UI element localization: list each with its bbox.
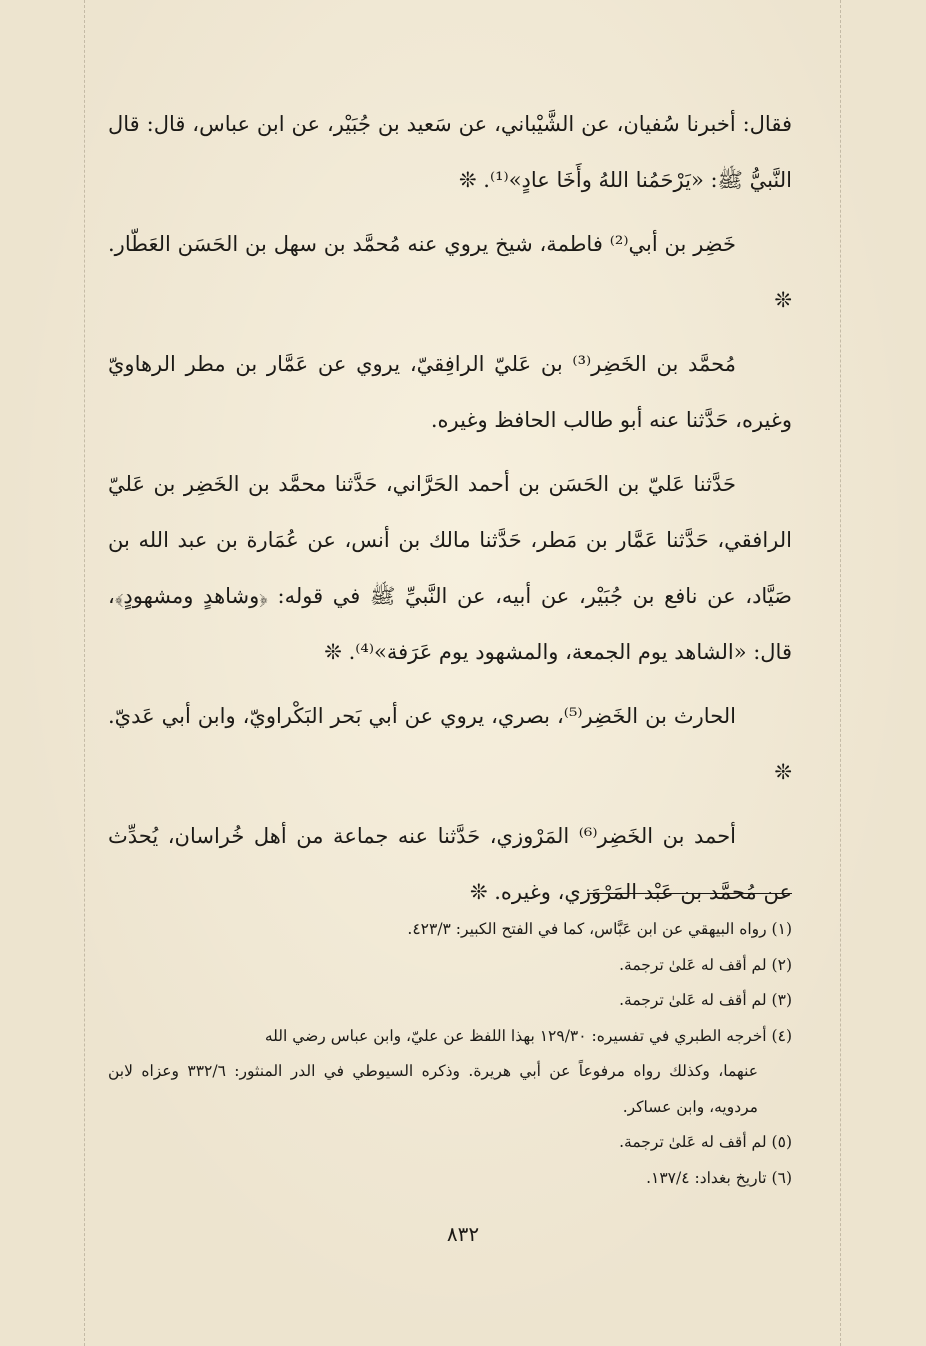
footnote-text: لم أقف له عَلىٰ ترجمة. <box>619 991 767 1009</box>
footnote-number: (١) <box>771 920 792 938</box>
entry-al-harith-ibn-al-khadir: الحارث بن الخَضِر⁽⁵⁾، بصري، يروي عن أبي بَحر البَكْراويّ، وابن أبي عَديّ. ❊ <box>108 704 792 784</box>
footnote-number: (٣) <box>771 991 792 1009</box>
footnote-number: (٦) <box>771 1168 792 1187</box>
page-number: ٨٣٢ <box>446 1222 480 1246</box>
entry-ahmad-ibn-al-khadir: أحمد بن الخَضِر⁽⁶⁾ المَرْوزي، حَدَّثنا عنه جماعة من أهل خُراسان، يُحدِّث عن مُحمَّد بن عَبْد المَرْوَزي، وغيره. ❊ <box>108 824 792 904</box>
footnote-item <box>108 948 792 984</box>
entry-hadith-chain: حَدَّثنا عَليّ بن الحَسَن بن أحمد الحَرَّاني، حَدَّثنا محمَّد بن الخَضِر بن عَليّ الرافقي، حَدَّثنا عَمَّار بن مَطر، حَدَّثنا مالك بن أنس، عن عُمَارة بن عبد الله بن صَيَّاد، عن نافع بن جُبَيْر، عن أبيه، عن النَّبيِّ ﷺ في قوله: ﴿وشاهدٍ ومشهودٍ﴾، قال: «الشاهد يوم الجمعة، والمشهود يوم عَرَفة»⁽⁴⁾. ❊ <box>108 472 792 664</box>
footnote-continuation: عنهما، وكذلك رواه مرفوعاً عن أبي هريرة. وذكره السيوطي في الدر المنثور: ٣٣٢/٦ وعزاه لابن مردويه، وابن عساكر. <box>108 1062 758 1116</box>
footnote-item <box>108 983 792 1019</box>
footnote-item <box>108 1161 792 1197</box>
footnotes <box>108 912 792 1196</box>
main-text <box>108 96 792 928</box>
fold-line-left <box>84 0 85 1346</box>
footnote-text: لم أقف له عَلىٰ ترجمة. <box>619 955 767 974</box>
footnote-item <box>108 1019 792 1126</box>
footnote-number: (٢) <box>771 955 792 974</box>
footnote-separator <box>587 893 792 894</box>
footnote-item <box>108 1125 792 1161</box>
footnote-number: (٤) <box>771 1026 792 1045</box>
footnote-text: تاريخ بغداد: ١٣٧/٤. <box>646 1168 767 1187</box>
entry-sufyan-hadith: فقال: أخبرنا سُفيان، عن الشَّيْباني، عن سَعيد بن جُبَيْر، عن ابن عباس، قال: قال النَّبيُّ ﷺ: «يَرْحَمُنا اللهُ وأَخَا عادٍ»⁽¹⁾. ❊ <box>108 112 792 192</box>
footnote-text: رواه البيهقي عن ابن عَبَّاس، كما في الفتح الكبير: ٤٢٣/٣. <box>407 920 767 938</box>
footnote-number: (٥) <box>771 1133 792 1151</box>
entry-muhammad-ibn-al-khadir: مُحمَّد بن الخَضِر⁽³⁾ بن عَليّ الرافِقيّ، يروي عن عَمَّار بن مطر الرهاويّ وغيره، حَدَّثنا عنه أبو طالب الحافظ وغيره. <box>108 352 792 432</box>
footnote-text: لم أقف له عَلىٰ ترجمة. <box>619 1133 767 1151</box>
entry-khadir-ibn-abi-fatima: خَضِر بن أبي⁽²⁾ فاطمة، شيخ يروي عنه مُحمَّد بن سهل بن الحَسَن العَطّار. ❊ <box>108 232 792 312</box>
footnote-text: أخرجه الطبري في تفسيره: ١٢٩/٣٠ بهذا اللفظ عن عليّ، وابن عباس رضي الله <box>264 1026 767 1045</box>
footnote-item <box>108 912 792 948</box>
fold-line-right <box>840 0 841 1346</box>
